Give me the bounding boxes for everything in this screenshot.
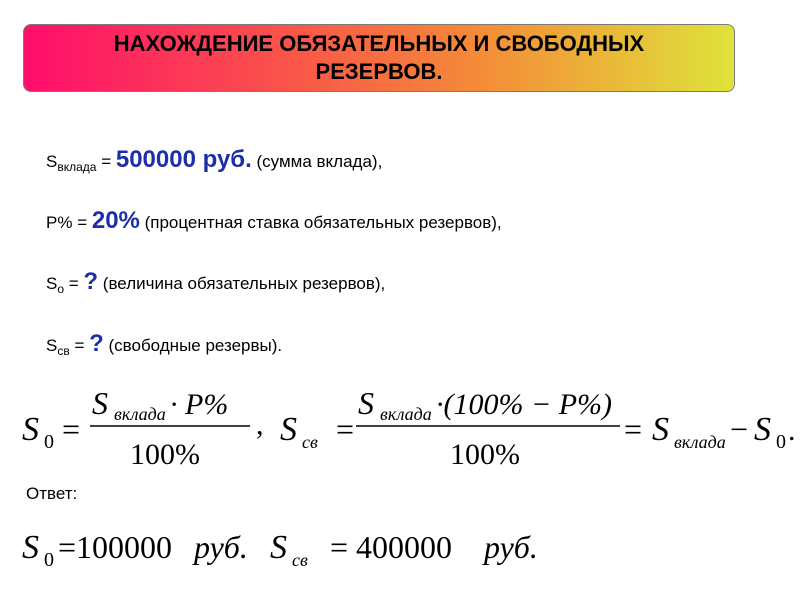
free-symbol: S <box>46 336 58 355</box>
f-scv-sub: св <box>302 432 318 452</box>
rate-eq: = <box>72 213 92 232</box>
f2-num-sub: вклада <box>380 404 432 424</box>
a-scv-sub: св <box>292 550 308 570</box>
deposit-sub: вклада <box>57 160 97 174</box>
f-rhs-sub: вклада <box>674 432 726 452</box>
free-eq: = <box>69 336 90 355</box>
required-symbol: S <box>46 274 58 293</box>
f-eq2: = <box>336 411 355 447</box>
given-rate <box>46 207 502 235</box>
title-banner <box>23 24 735 92</box>
f-rhs-s0: S <box>754 411 771 448</box>
f-end: . <box>788 414 796 447</box>
required-desc: (величина обязательных резервов), <box>98 274 386 293</box>
free-value: ? <box>89 330 104 357</box>
f-s0-sub: 0 <box>44 431 54 453</box>
f1-num-s: S <box>92 385 108 421</box>
f-eq1: = <box>62 411 81 447</box>
deposit-eq: = <box>96 152 116 171</box>
a-s0-unit: руб. <box>194 529 248 565</box>
formula-row <box>18 378 798 478</box>
given-required <box>46 268 385 296</box>
f1-num-sub: вклада <box>114 404 166 424</box>
rate-desc: (процентная ставка обязательных резервов), <box>139 213 502 232</box>
f1-den: 100% <box>130 438 200 471</box>
required-sub: о <box>57 282 65 296</box>
a-scv-value: = 400000 <box>330 529 453 565</box>
f1-num-rest: · P% <box>170 388 229 421</box>
a-scv-unit: руб. <box>484 529 538 565</box>
f-scv: S <box>280 411 297 448</box>
f-minus: − <box>730 411 749 447</box>
f-rhs-s: S <box>652 411 669 448</box>
rate-value: 20% <box>91 207 140 234</box>
a-s0: S <box>22 529 39 566</box>
deposit-value: 500000 руб. <box>115 146 252 173</box>
f2-num-rest: ·(100% − P%) <box>436 388 613 421</box>
rate-symbol: P% <box>46 213 73 232</box>
a-scv: S <box>270 529 287 566</box>
required-value: ? <box>83 268 99 295</box>
f2-den: 100% <box>450 438 520 471</box>
answer-label: Ответ: <box>26 484 78 503</box>
f-rhs-s0-sub: 0 <box>776 431 786 453</box>
free-sub: св <box>57 344 70 358</box>
page-title: НАХОЖДЕНИЕ ОБЯЗАТЕЛЬНЫХ И СВОБОДНЫХ РЕЗЕРВОВ. <box>113 31 645 84</box>
f-eq3: = <box>624 411 643 447</box>
f2-num-s: S <box>358 385 374 421</box>
a-s0-value: =100000 <box>58 529 173 565</box>
f-s0: S <box>22 411 39 448</box>
f-comma: , <box>256 408 264 441</box>
deposit-symbol: S <box>46 152 58 171</box>
required-eq: = <box>64 274 84 293</box>
free-desc: (свободные резервы). <box>103 336 283 355</box>
given-free <box>46 330 282 358</box>
a-s0-sub: 0 <box>44 549 54 571</box>
given-deposit <box>46 146 382 174</box>
answer-row <box>18 518 798 578</box>
deposit-desc: (сумма вклада), <box>251 152 383 171</box>
